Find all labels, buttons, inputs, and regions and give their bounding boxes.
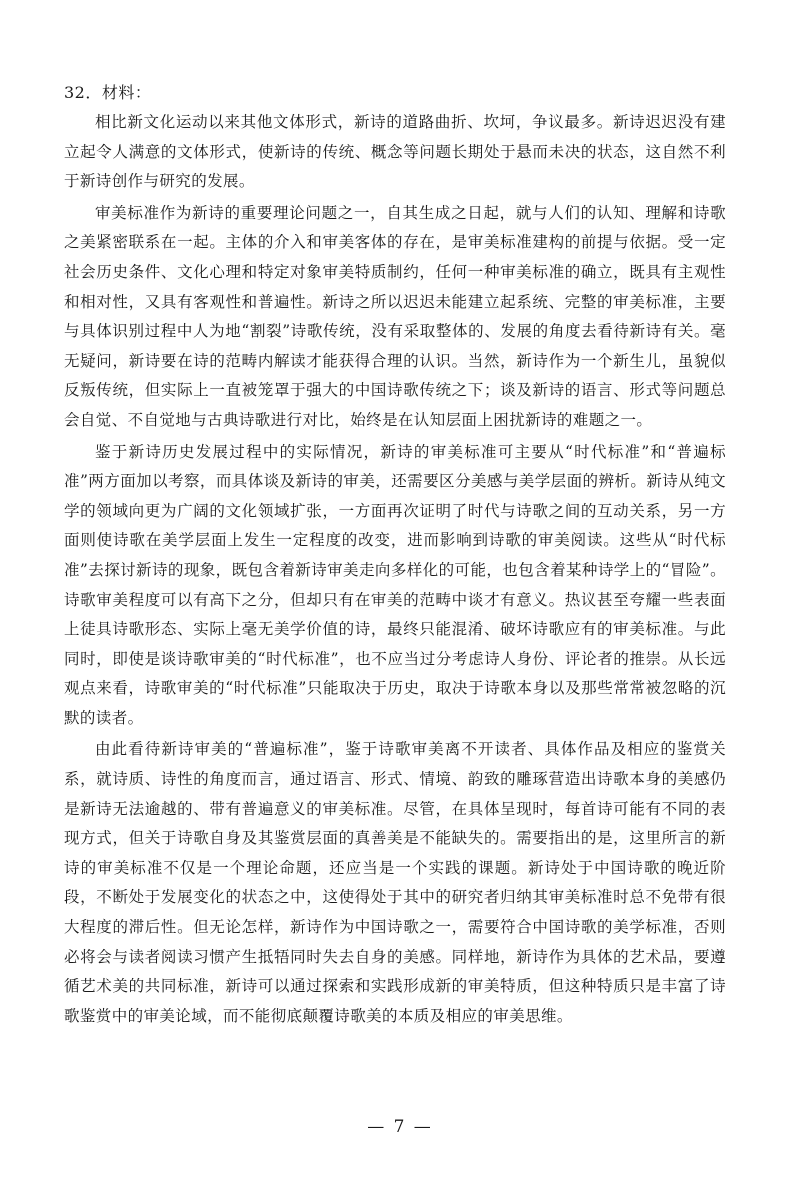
question-32-block xyxy=(64,78,726,1033)
page-number: — 7 — xyxy=(367,1117,433,1137)
question-heading: 32．材料： xyxy=(64,83,152,102)
paragraph-4: 由此看待新诗审美的“普遍标准”，鉴于诗歌审美离不开读者、具体作品及相应的鉴赏关系，就诗质、诗性的角度而言，通过语言、形式、情境、韵致的雕琢营造出诗歌本身的美感仍是新诗无法逾越的、带有普遍意义的审美标准。尽管，在具体呈现时，每首诗可能有不同的表现方式，但关于诗歌自身及其鉴赏层面的真善美是不能缺失的。需要指出的是，这里所言的新诗的审美标准不仅是一个理论命题，还应当是一个实践的课题。新诗处于中国诗歌的晚近阶段，不断处于发展变化的状态之中，这使得处于其中的研究者归纳其审美标准时总不免带有很大程度的滞后性。但无论怎样，新诗作为中国诗歌之一，需要符合中国诗歌的美学标准，否则必将会与读者阅读习惯产生抵牾同时失去自身的美感。同样地，新诗作为具体的艺术品，要遵循艺术美的共同标准，新诗可以通过探索和实践形成新的审美特质，但这种特质只是丰富了诗歌鉴赏中的审美论域，而不能彻底颠覆诗歌美的本质及相应的审美思维。 xyxy=(64,740,726,1025)
paragraph-3: 鉴于新诗历史发展过程中的实际情况，新诗的审美标准可主要从“时代标准”和“普遍标准”两方面加以考察，而具体谈及新诗的审美，还需要区分美感与美学层面的辨析。新诗从纯文学的领域向更为广阔的文化领域扩张，一方面再次证明了时代与诗歌之间的互动关系，另一方面则使诗歌在美学层面上发生一定程度的改变，进而影响到诗歌的审美阅读。这些从“时代标准”去探讨新诗的现象，既包含着新诗审美走向多样化的可能，也包含着某种诗学上的“冒险”。诗歌审美程度可以有高下之分，但却只有在审美的范畴中谈才有意义。热议甚至夸耀一些表面上徒具诗歌形态、实际上毫无美学价值的诗，最终只能混淆、破坏诗歌应有的审美标准。与此同时，即使是谈诗歌审美的“时代标准”，也不应当过分考虑诗人身份、评论者的推崇。从长远观点来看，诗歌审美的“时代标准”只能取决于历史，取决于诗歌本身以及那些常常被忽略的沉默的读者。 xyxy=(64,442,726,727)
paragraph-1: 相比新文化运动以来其他文体形式，新诗的道路曲折、坎坷，争议最多。新诗迟迟没有建立起令人满意的文体形式，使新诗的传统、概念等问题长期处于悬而未决的状态，这自然不利于新诗创作与研究的发展。 xyxy=(64,113,726,191)
paragraph-2: 审美标准作为新诗的重要理论问题之一，自其生成之日起，就与人们的认知、理解和诗歌之美紧密联系在一起。主体的介入和审美客体的存在，是审美标准建构的前提与依据。受一定社会历史条件、文化心理和特定对象审美特质制约，任何一种审美标准的确立，既具有主观性和相对性，又具有客观性和普遍性。新诗之所以迟迟未能建立起系统、完整的审美标准，主要与具体识别过程中人为地“割裂”诗歌传统，没有采取整体的、发展的角度去看待新诗有关。毫无疑问，新诗要在诗的范畴内解读才能获得合理的认识。当然，新诗作为一个新生儿，虽貌似反叛传统，但实际上一直被笼罩于强大的中国诗歌传统之下；谈及新诗的语言、形式等问题总会自觉、不自觉地与古典诗歌进行对比，始终是在认知层面上困扰新诗的难题之一。 xyxy=(64,203,726,429)
